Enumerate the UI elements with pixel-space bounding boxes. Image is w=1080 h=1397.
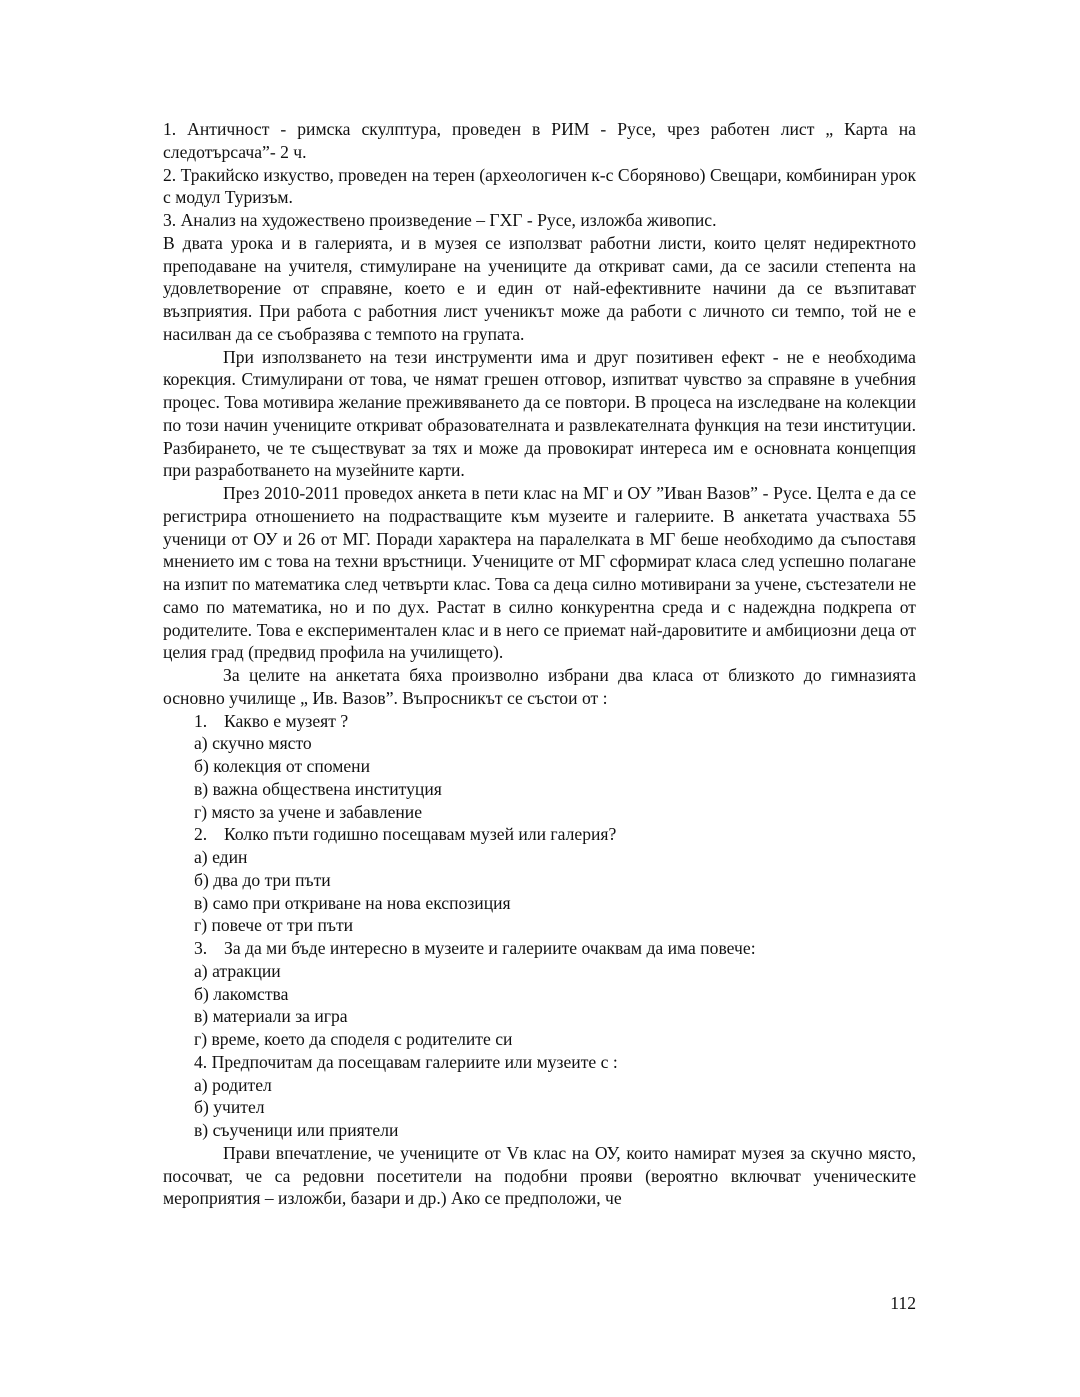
answer-option: в) само при откриване на нова експозиция	[194, 892, 511, 913]
answer-option: в) съученици или приятели	[194, 1120, 399, 1140]
answer-option: г) повече от три пъти	[194, 915, 354, 936]
question-3	[163, 937, 916, 960]
question-1	[163, 710, 916, 733]
question-2	[163, 823, 916, 846]
question-text: За да ми бъде интересно в музеите и галериите очаквам да има повече:	[224, 938, 756, 958]
question-number: 1.	[194, 710, 208, 731]
question-text: Предпочитам да посещавам галериите или музеите с :	[211, 1051, 618, 1072]
question-number: 2.	[194, 824, 208, 845]
question-4	[163, 1051, 916, 1074]
question-text: Какво е музеят ?	[224, 710, 349, 731]
paragraph-questionnaire-intro: За целите на анкетата бяха произволно избрани два класа от близкото до гимназията основно училище „ Ив. Вазов”. Въпросникът се състои от :	[163, 665, 916, 708]
paragraph-observation: Прави впечатление, че учениците от Vв клас на ОУ, които намират музея за скучно място, посочват, че са редовни посетители на подобни прояви (вероятно включват ученическите мероприятия – изложби, базари и др.) Ако се предположи, че	[163, 1142, 916, 1209]
answer-option: в) материали за игра	[194, 1006, 348, 1027]
document-page	[163, 118, 916, 1210]
intro-item-2: 2. Тракийско изкуство, проведен на терен (археологичен к-с Сборяново) Свещари, комбиниран урок с модул Туризъм.	[163, 164, 916, 208]
answer-option: б) два до три пъти	[194, 869, 331, 890]
intro-item-1: 1. Античност - римска скулптура, проведен в РИМ - Русе, чрез работен лист „ Карта на следотърсача”- 2 ч.	[163, 119, 916, 162]
answer-option: б) учител	[194, 1097, 265, 1118]
answer-option: б) лакомства	[194, 983, 289, 1004]
answer-option: а) атракции	[194, 960, 281, 981]
question-number: 4.	[194, 1051, 208, 1072]
answer-option: а) един	[194, 847, 248, 867]
paragraph-effects: При използването на тези инструменти има и друг позитивен ефект - не е необходима корекция. Стимулирани от това, че нямат грешен отговор, изпитват чувство за справяне в учебния процес. Това мотивира желание преживяването да се повтори. В процеса на изследване на колекции по този начин учениците откриват образователната и развлекателната функция на тези институции. Разбирането, че те съществуват за тях и може да провокират интереса им е основната концепция при разработването на музейните карти.	[163, 346, 916, 481]
questionnaire	[163, 710, 916, 1142]
answer-option: б) колекция от спомени	[194, 756, 370, 776]
answer-option: в) важна обществена институция	[194, 778, 442, 799]
intro-item-3: 3. Анализ на художествено произведение – ГХГ - Русе, изложба живопис.	[163, 210, 717, 230]
paragraph-worksheets: В двата урока и в галерията, и в музея се използват работни листи, които целят недиректното преподаване на учителя, стимулиране на учениците да откриват сами, да се засили степента на удовлетворение от справяне, което е и един от най-ефективните начини да се възпитават възприятия. При работа с работния лист ученикът може да работи с личното си темпо, той не е насилван да се съобразява с темпото на групата.	[163, 232, 916, 344]
page-number: 112	[890, 1293, 916, 1313]
answer-option: г) време, което да споделя с родителите си	[194, 1029, 513, 1049]
paragraph-survey: През 2010-2011 проведох анкета в пети клас на МГ и ОУ ”Иван Вазов” - Русе. Целта е да се регистрира отношението на подрастващите към музеите и галериите. В анкетата участваха 55 ученици от ОУ и 26 от МГ. Поради характера на паралелката в МГ беше необходимо да съпоставя мнението им с това на техни връстници. Учениците от МГ сформират класа след успешно полагане на изпит по математика след четвърти клас. Това са деца силно мотивирани за учене, състезатели не само по математика, но и по дух. Растат в силно конкурентна среда и с надеждна подкрепа от родителите. Това е експериментален клас и в него се приемат най-даровитите и амбициозни деца от целия град (предвид профила на училището).	[163, 483, 916, 663]
answer-option: г) място за учене и забавление	[194, 801, 423, 822]
question-number: 3.	[194, 938, 208, 958]
answer-option: а) родител	[194, 1074, 272, 1095]
answer-option: а) скучно място	[194, 733, 312, 754]
question-text: Колко пъти годишно посещавам музей или галерия?	[224, 824, 617, 845]
